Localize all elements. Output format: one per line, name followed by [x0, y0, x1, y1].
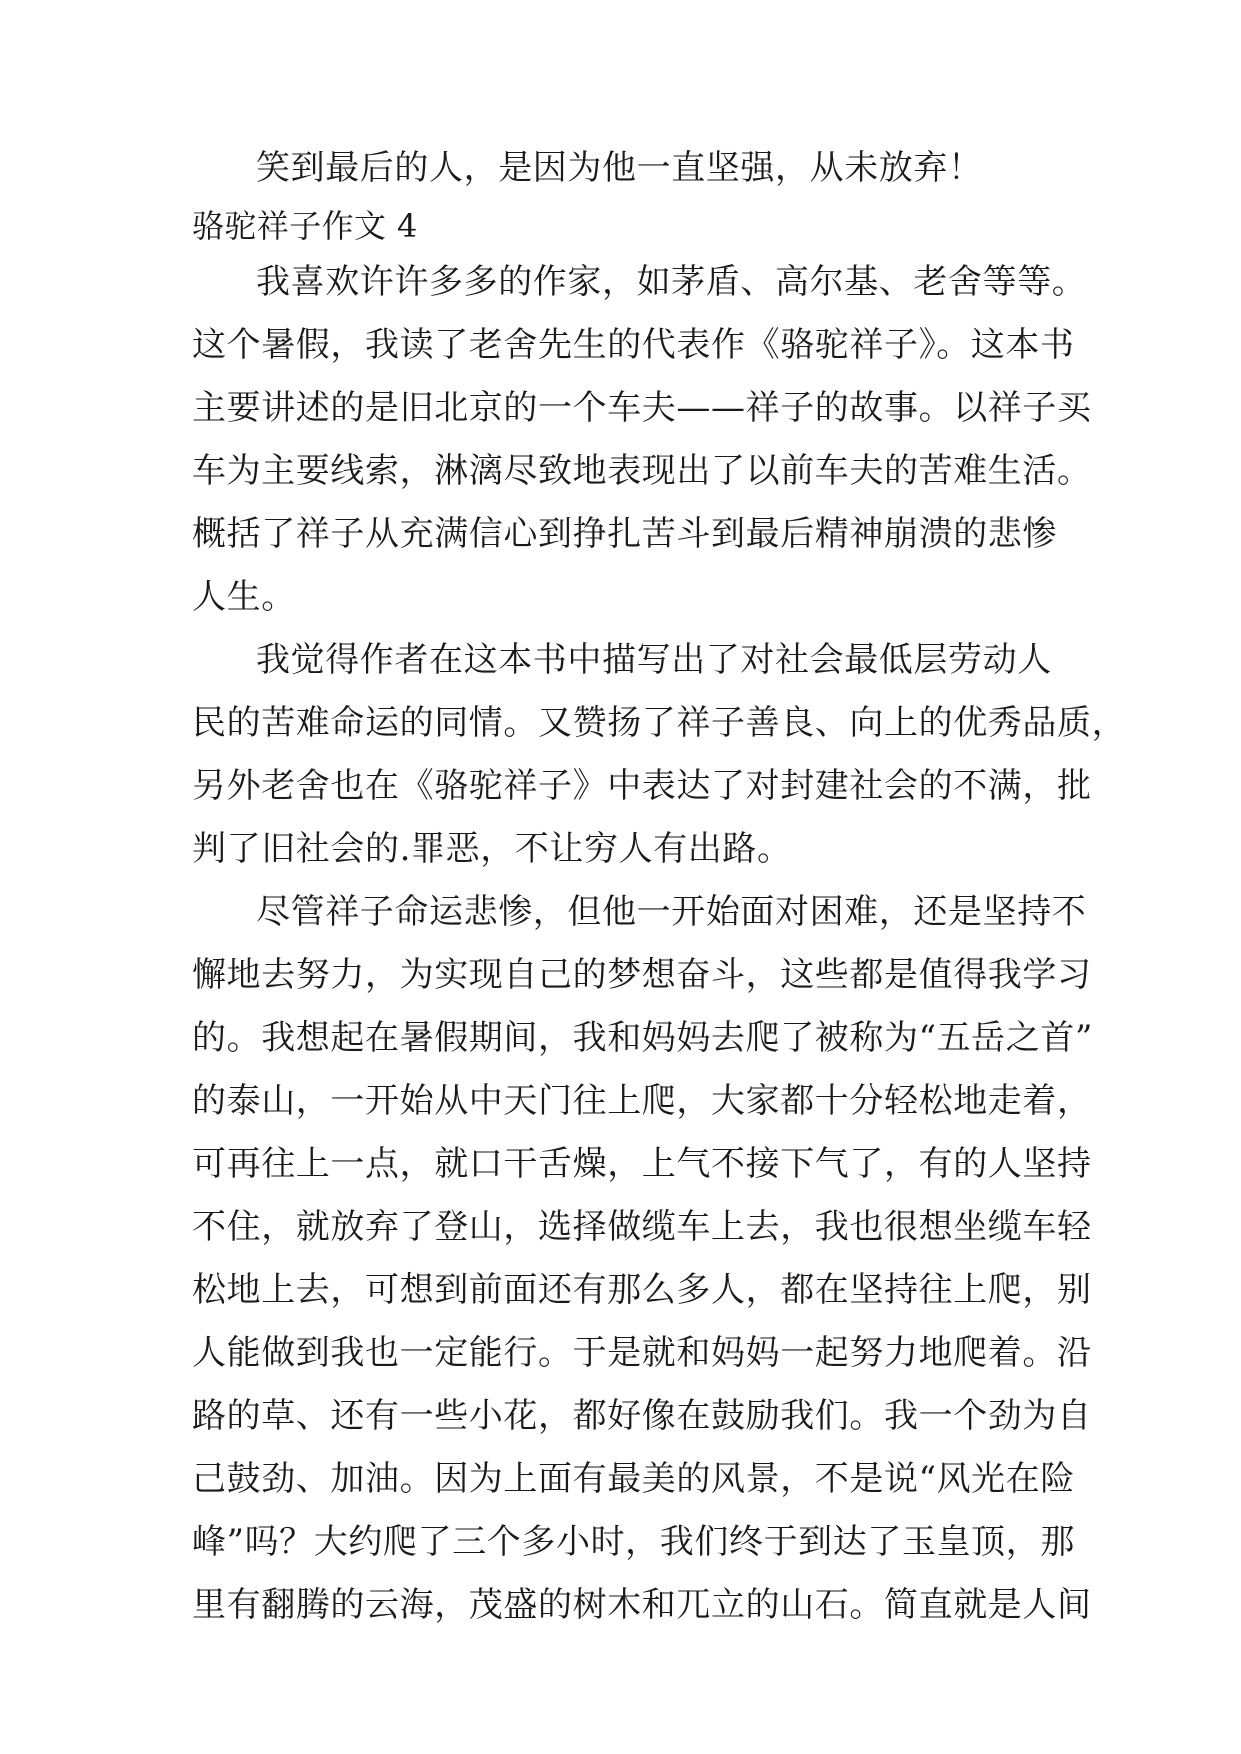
paragraph-line: 的。我想起在暑假期间，我和妈妈去爬了被称为“五岳之首”: [192, 1018, 1093, 1058]
paragraph-line: 另外老舍也在《骆驼祥子》中表达了对封建社会的不满，批: [192, 766, 1092, 806]
paragraph-line: 人能做到我也一定能行。于是就和妈妈一起努力地爬着。沿: [192, 1333, 1092, 1373]
paragraph-line: 我觉得作者在这本书中描写出了对社会最低层劳动人: [256, 640, 1052, 680]
closing-line: 笑到最后的人，是因为他一直坚强，从未放弃！: [256, 148, 983, 188]
paragraph-line: 己鼓劲、加油。因为上面有最美的风景，不是说“风光在险: [192, 1459, 1075, 1499]
paragraph-line: 车为主要线索，淋漓尽致地表现出了以前车夫的苦难生活。: [192, 451, 1092, 491]
paragraph-line: 人生。: [192, 577, 296, 617]
paragraph-line: 峰”吗？大约爬了三个多小时，我们终于到达了玉皇顶，那: [192, 1522, 1075, 1562]
paragraph-line: 概括了祥子从充满信心到挣扎苦斗到最后精神崩溃的悲惨: [192, 514, 1057, 554]
paragraph-line: 懈地去努力，为实现自己的梦想奋斗，这些都是值得我学习: [192, 955, 1092, 995]
paragraph-line: 路的草、还有一些小花，都好像在鼓励我们。我一个劲为自: [192, 1396, 1092, 1436]
paragraph-line: 民的苦难命运的同情。又赞扬了祥子善良、向上的优秀品质，: [192, 703, 1127, 743]
paragraph-line: 可再往上一点，就口干舌燥，上气不接下气了，有的人坚持: [192, 1144, 1092, 1184]
paragraph-line: 松地上去，可想到前面还有那么多人，都在坚持往上爬，别: [192, 1270, 1092, 1310]
paragraph-line: 不住，就放弃了登山，选择做缆车上去，我也很想坐缆车轻: [192, 1207, 1092, 1247]
paragraph-line: 判了旧社会的.罪恶，不让穷人有出路。: [192, 829, 792, 869]
paragraph-line: 这个暑假，我读了老舍先生的代表作《骆驼祥子》。这本书: [192, 325, 1075, 365]
section-title: 骆驼祥子作文 4: [192, 207, 418, 245]
paragraph-line: 我喜欢许许多多的作家，如茅盾、高尔基、老舍等等。: [256, 262, 1087, 302]
paragraph-line: 里有翻腾的云海，茂盛的树木和兀立的山石。简直就是人间: [192, 1585, 1092, 1625]
paragraph-line: 的泰山，一开始从中天门往上爬，大家都十分轻松地走着，: [192, 1081, 1092, 1121]
paragraph-line: 主要讲述的是旧北京的一个车夫——祥子的故事。以祥子买: [192, 388, 1092, 428]
paragraph-line: 尽管祥子命运悲惨，但他一开始面对困难，还是坚持不: [256, 892, 1087, 932]
